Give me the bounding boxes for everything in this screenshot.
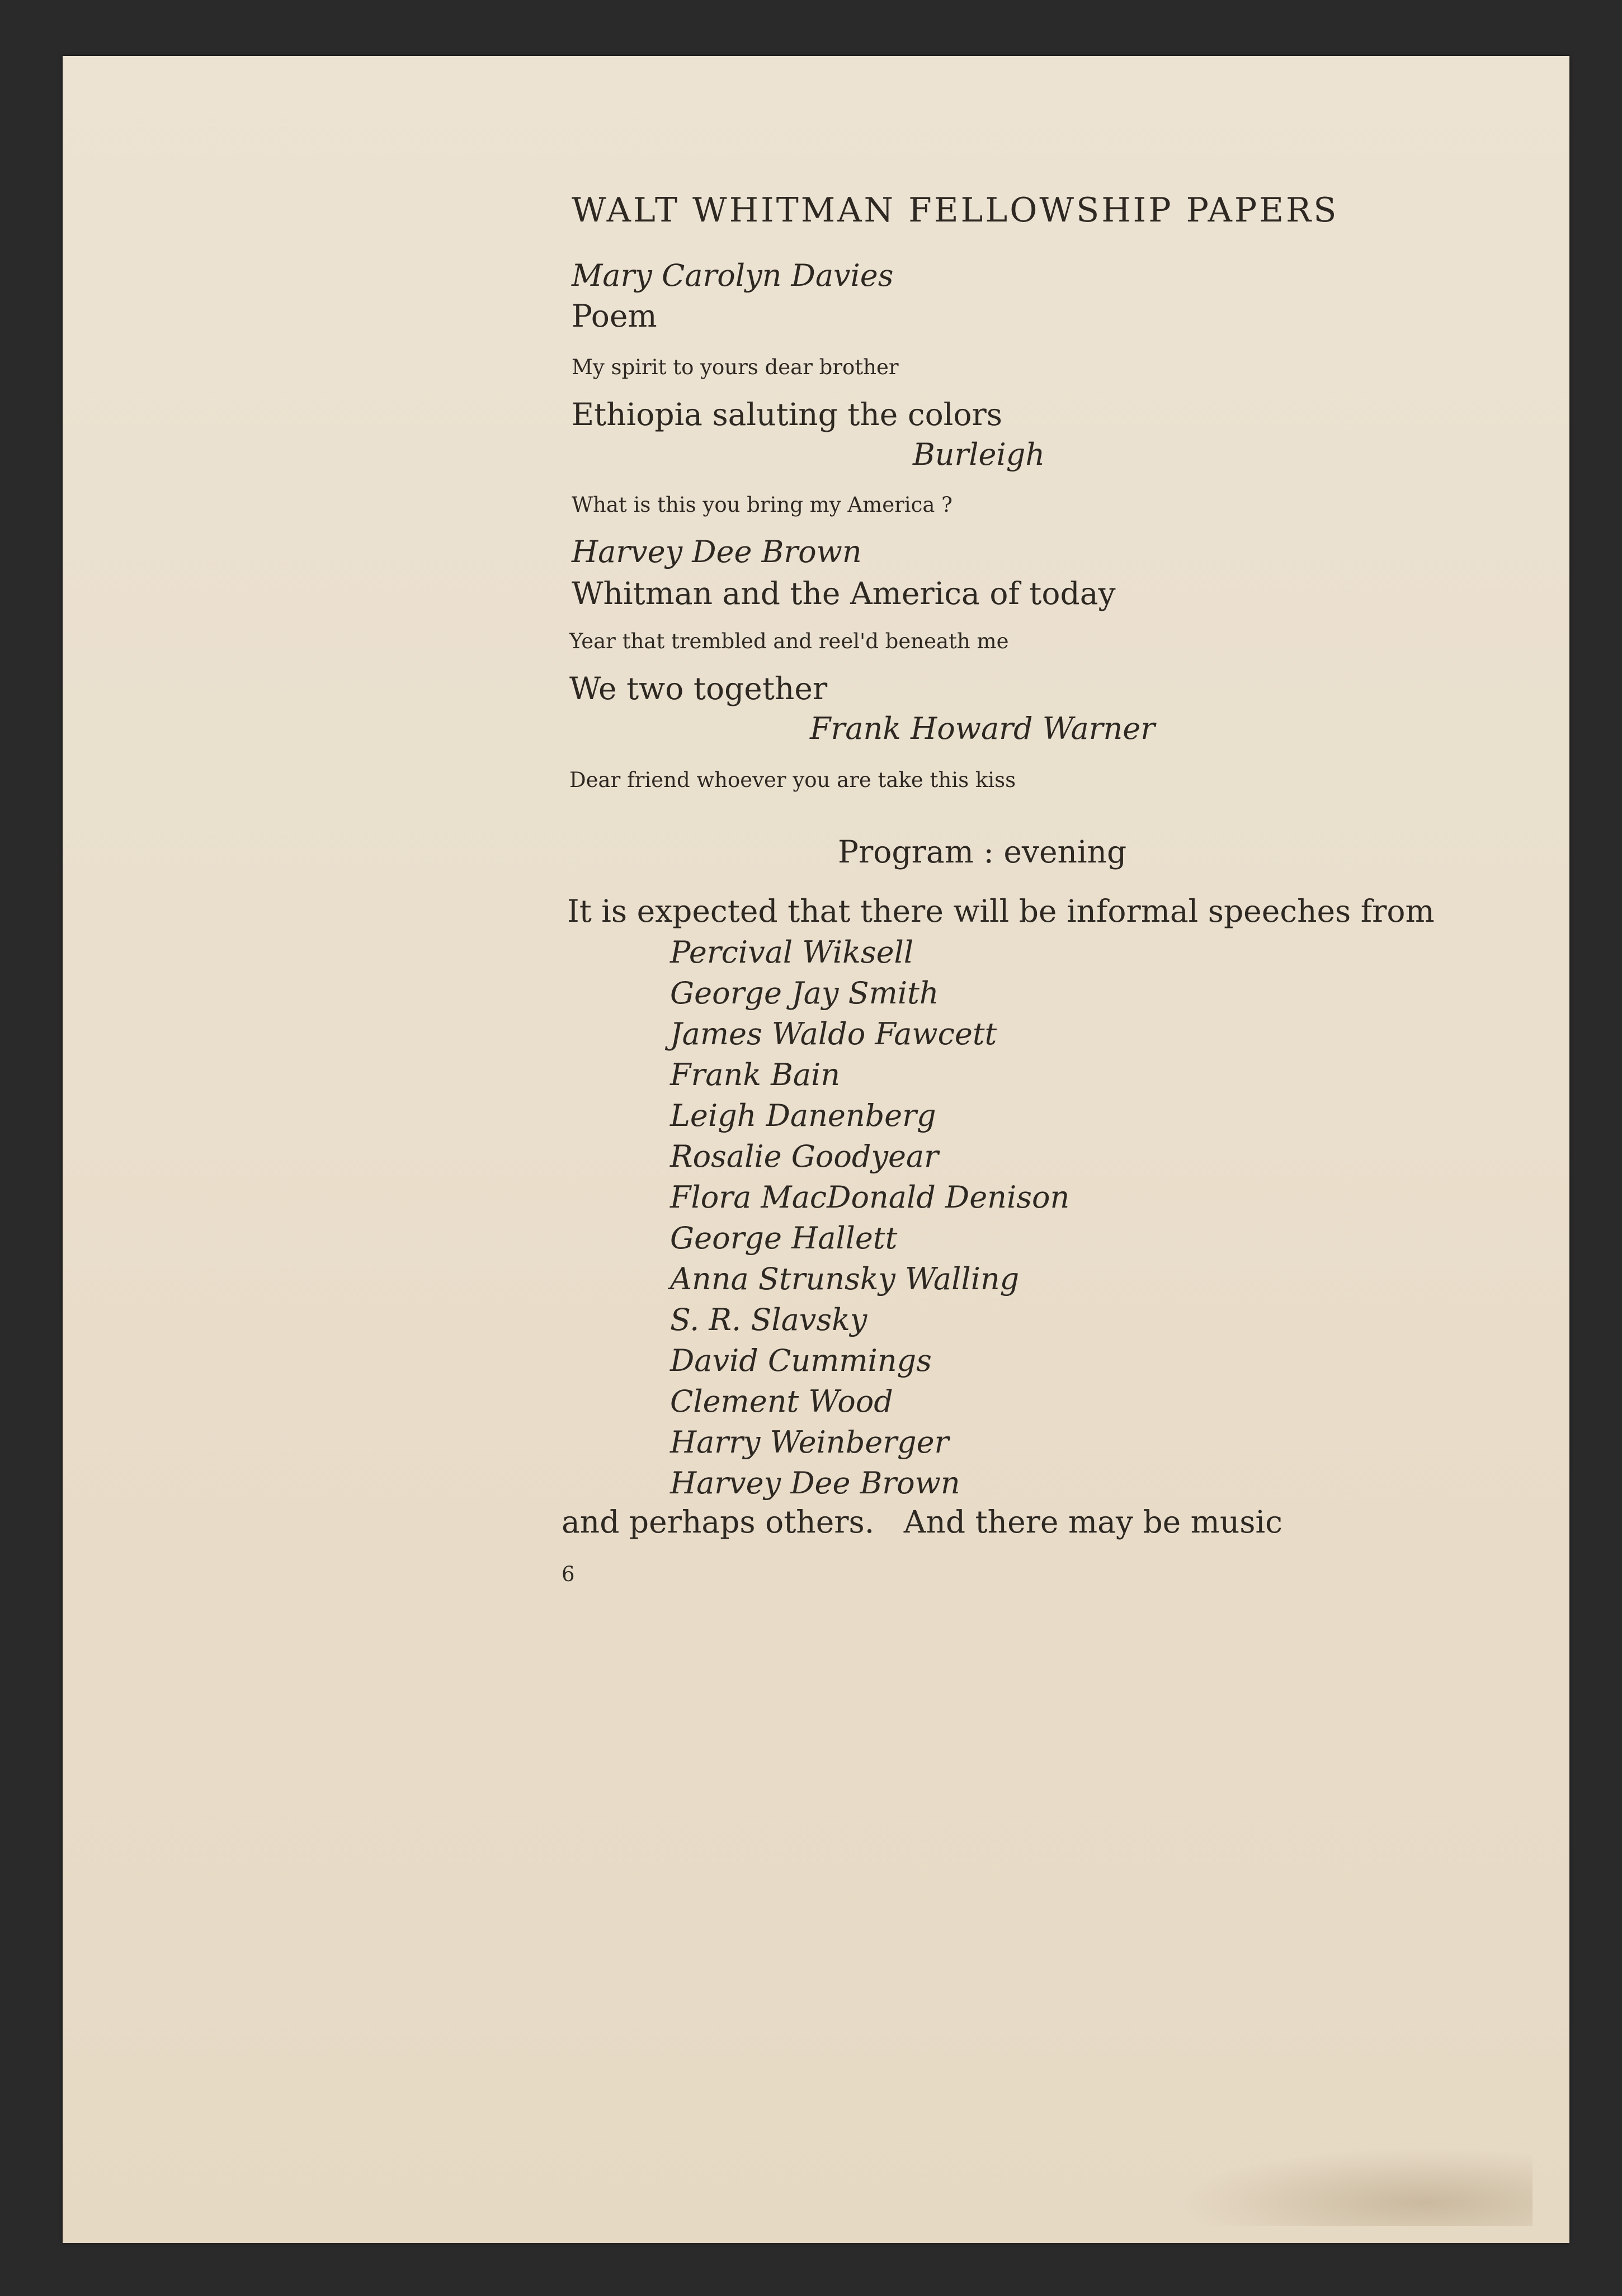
poem-line: Dear friend whoever you are take this kiss	[569, 768, 1016, 792]
speaker-name: George Jay Smith	[670, 975, 939, 1011]
performer-name: Harvey Dee Brown	[572, 534, 862, 569]
poem-line: What is this you bring my America ?	[572, 493, 953, 517]
speaker-name: Clement Wood	[670, 1384, 893, 1419]
closing-text: and perhaps others. And there may be music	[562, 1504, 1282, 1540]
speaker-name: George Hallett	[670, 1220, 898, 1256]
piece-title: Ethiopia saluting the colors	[572, 397, 1002, 432]
performer-name: Mary Carolyn Davies	[572, 258, 894, 293]
speaker-name: Anna Strunsky Walling	[670, 1261, 1020, 1296]
speaker-name: Harry Weinberger	[670, 1425, 949, 1460]
piece-title: Whitman and the America of today	[572, 576, 1116, 611]
poem-line: My spirit to yours dear brother	[572, 355, 899, 379]
speaker-name: Flora MacDonald Denison	[670, 1180, 1070, 1215]
speaker-name: Leigh Danenberg	[670, 1098, 936, 1133]
speaker-name: James Waldo Fawcett	[670, 1016, 997, 1052]
speaker-name: David Cummings	[670, 1343, 932, 1378]
intro-text: It is expected that there will be informal speeches from	[567, 893, 1435, 929]
page-title: WALT WHITMAN FELLOWSHIP PAPERS	[572, 191, 1339, 230]
speaker-name: Frank Bain	[670, 1057, 841, 1092]
performer-name: Burleigh	[913, 437, 1045, 472]
section-heading: Program : evening	[838, 834, 1127, 870]
paper-stain	[1175, 2148, 1533, 2226]
piece-title: Poem	[572, 298, 657, 334]
speaker-name: Percival Wiksell	[670, 935, 914, 970]
piece-title: We two together	[569, 671, 828, 706]
speaker-name: Harvey Dee Brown	[670, 1465, 960, 1501]
page-number: 6	[562, 1562, 575, 1586]
poem-line: Year that trembled and reel'd beneath me	[569, 629, 1009, 653]
speaker-name: S. R. Slavsky	[670, 1302, 867, 1337]
performer-name: Frank Howard Warner	[810, 711, 1156, 746]
speaker-name: Rosalie Goodyear	[670, 1139, 939, 1174]
